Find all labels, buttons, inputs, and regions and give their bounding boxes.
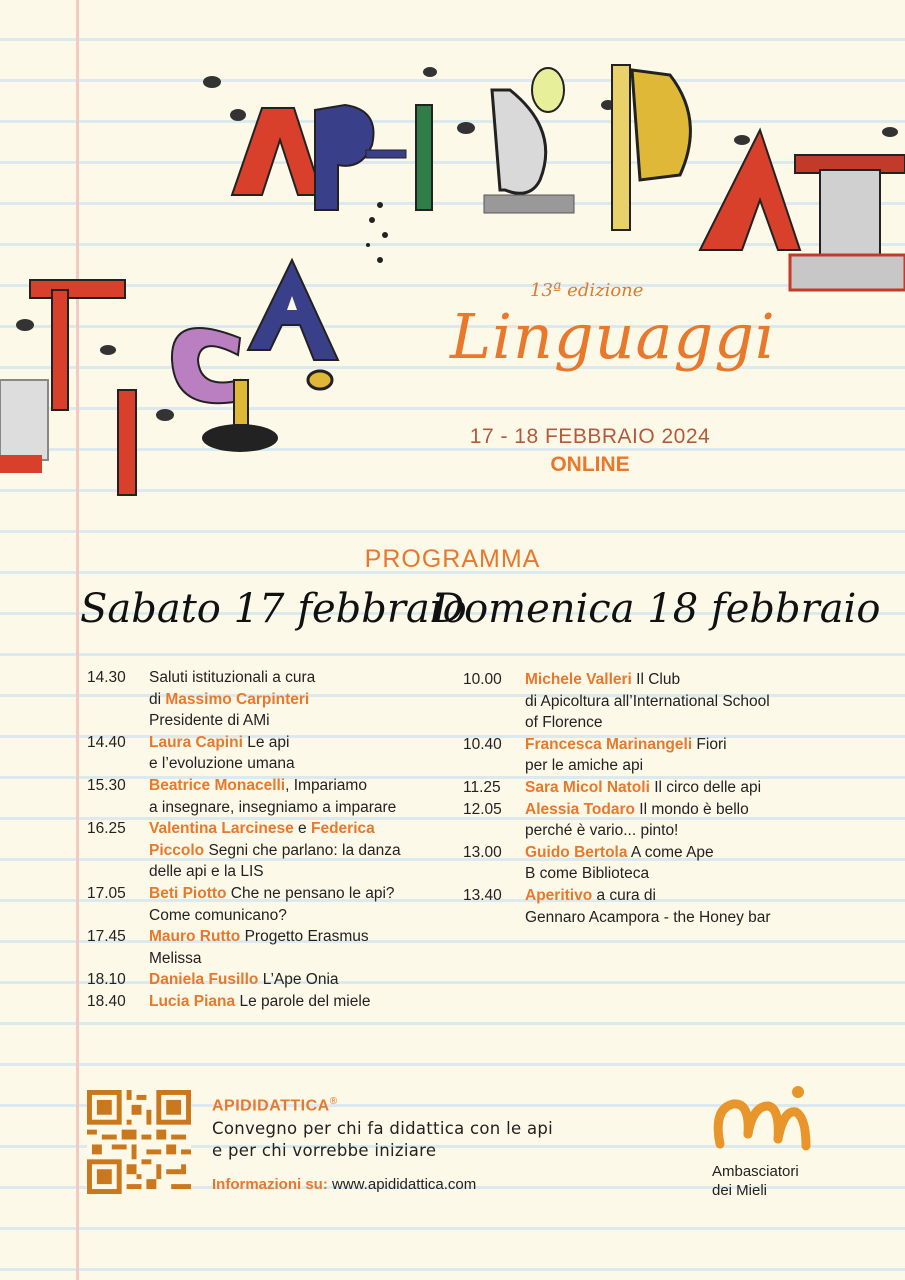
talk-text: Saluti istituzionali a cura — [149, 669, 316, 686]
schedule-description — [149, 926, 369, 969]
schedule-line — [149, 775, 396, 797]
schedule-item — [463, 885, 883, 928]
ami-logo-text — [712, 1162, 799, 1200]
schedule-item — [87, 775, 452, 818]
schedule-line — [525, 712, 770, 734]
schedule-description — [525, 669, 770, 734]
saturday-heading: Sabato 17 febbraio — [80, 586, 467, 632]
letter-d2 — [632, 70, 690, 180]
schedule-line — [525, 755, 727, 777]
candle-icon — [234, 380, 248, 425]
schedule-line — [525, 885, 771, 907]
schedule-item — [463, 842, 883, 885]
schedule-time: 14.30 — [87, 669, 126, 686]
website-link[interactable]: www.apididattica.com — [332, 1176, 477, 1193]
speaker-name: Michele Valleri — [525, 671, 632, 688]
schedule-item — [463, 734, 883, 777]
schedule-line — [149, 991, 370, 1013]
speaker-name: Alessia Todaro — [525, 800, 635, 818]
talk-text: a insegnare, insegniamo a imparare — [149, 798, 397, 816]
sunday-schedule — [463, 669, 883, 928]
schedule-time: 18.40 — [87, 992, 126, 1010]
letter-i3 — [118, 390, 136, 495]
event-dates: 17 - 18 FEBBRAIO 2024 — [469, 425, 711, 448]
talk-text: Presidente di AMi — [149, 712, 270, 730]
qr-code[interactable] — [87, 1090, 191, 1194]
schedule-line — [149, 689, 315, 711]
talk-text: Come comunicano? — [149, 906, 287, 924]
schedule-description — [149, 969, 339, 991]
schedule-line — [149, 969, 339, 991]
schedule-description — [525, 885, 771, 928]
schedule-description — [149, 667, 315, 732]
schedule-line — [149, 710, 315, 732]
talk-text: Gennaro Acampora - the Honey bar — [525, 908, 771, 926]
schedule-time: 10.40 — [463, 735, 502, 753]
sunday-heading: Domenica 18 febbraio — [432, 586, 881, 632]
schedule-item — [87, 732, 452, 775]
speaker-name: Beti Piotto — [149, 884, 227, 902]
talk-text: Progetto Erasmus — [240, 928, 369, 946]
speaker-name: Guido Bertola — [525, 843, 628, 861]
schedule-description — [525, 777, 761, 799]
talk-text: B come Biblioteca — [525, 865, 650, 883]
talk-text: Il Club — [631, 671, 681, 688]
schedule-line — [525, 842, 714, 864]
talk-text: delle api e la LIS — [149, 863, 264, 881]
schedule-line — [525, 669, 770, 691]
schedule-description — [149, 775, 396, 818]
letter-i2 — [612, 65, 630, 230]
schedule-description — [149, 991, 370, 1013]
talk-text: L’Ape Onia — [258, 971, 339, 989]
schedule-item — [463, 777, 883, 799]
schedule-time: 13.00 — [463, 843, 502, 861]
schedule-item — [87, 883, 452, 926]
schedule-line — [525, 734, 727, 756]
talk-text: Il circo delle api — [649, 778, 762, 796]
talk-text: Melissa — [149, 949, 202, 967]
speaker-name: Beatrice Monacelli — [149, 776, 286, 794]
schedule-time: 16.25 — [87, 820, 126, 838]
schedule-description — [149, 818, 401, 883]
talk-text: a cura di — [592, 886, 656, 904]
schedule-line — [525, 820, 749, 842]
schedule-time: 11.25 — [463, 778, 501, 796]
talk-text: Il mondo è bello — [634, 800, 749, 818]
info-line — [212, 1176, 476, 1193]
schedule-item — [87, 969, 452, 991]
flower-icon — [532, 68, 564, 112]
talk-text: e — [293, 820, 311, 838]
speaker-name: Lucia Piana — [149, 992, 236, 1010]
schedule-time: 10.00 — [463, 671, 502, 688]
schedule-item — [87, 991, 452, 1013]
schedule-line — [149, 840, 401, 862]
schedule-time: 15.30 — [87, 776, 126, 794]
event-mode: ONLINE — [550, 453, 630, 476]
schedule-description — [525, 842, 714, 885]
schedule-time: 18.10 — [87, 971, 126, 989]
talk-text: A come Ape — [627, 843, 714, 861]
schedule-description — [149, 883, 395, 926]
talk-text: Le api — [242, 733, 290, 751]
talk-text: Segni che parlano: la danza — [204, 841, 401, 859]
speaker-name: Aperitivo — [525, 886, 593, 904]
speaker-name: Federica — [310, 820, 375, 838]
talk-text: perché è vario... pinto! — [525, 822, 679, 840]
schedule-line — [149, 861, 401, 883]
schedule-time: 14.40 — [87, 733, 126, 751]
schedule-line — [149, 926, 369, 948]
schedule-line — [149, 667, 315, 689]
schedule-line — [149, 732, 295, 754]
schedule-line — [149, 905, 395, 927]
speaker-name: Daniela Fusillo — [149, 971, 259, 989]
schedule-line — [149, 948, 369, 970]
saturday-schedule — [87, 667, 452, 1013]
schedule-time: 13.40 — [463, 886, 502, 904]
speaker-name: Massimo Carpinteri — [165, 690, 310, 708]
schedule-time: 12.05 — [463, 800, 502, 818]
schedule-line — [149, 753, 295, 775]
talk-text: di — [149, 690, 166, 708]
schedule-description — [525, 734, 727, 777]
speaker-name: Laura Capini — [149, 733, 243, 751]
edition-label: 13ª edizione — [530, 280, 644, 301]
schedule-line — [525, 863, 714, 885]
schedule-line — [149, 797, 396, 819]
schedule-time: 17.45 — [87, 928, 126, 946]
brand-description — [212, 1118, 553, 1162]
program-heading: PROGRAMMA — [364, 545, 541, 573]
talk-text: , Impariamo — [285, 776, 367, 794]
schedule-item — [87, 926, 452, 969]
talk-text: of Florence — [525, 714, 603, 732]
letter-p — [315, 105, 373, 210]
brand-name: APIDIDATTICA® — [212, 1096, 338, 1115]
description-line-2: e per chi vorrebbe iniziare — [212, 1141, 437, 1160]
schedule-line — [525, 799, 749, 821]
schedule-description — [525, 799, 749, 842]
ami-logo-icon — [708, 1084, 823, 1159]
description-line-1: Convegno per chi fa didattica con le api — [212, 1119, 554, 1138]
speaker-name: Francesca Marinangeli — [525, 735, 693, 753]
schedule-line — [525, 777, 761, 799]
schedule-item — [87, 818, 452, 883]
logo-line-2: dei Mieli — [712, 1182, 768, 1199]
letter-t2 — [30, 280, 125, 298]
info-label: Informazioni su: — [212, 1176, 328, 1193]
schedule-line — [525, 907, 771, 929]
letter-a — [232, 108, 322, 195]
talk-text: per le amiche api — [525, 757, 644, 775]
schedule-item — [463, 669, 883, 734]
talk-text: e l’evoluzione umana — [149, 755, 295, 773]
letter-dash — [366, 150, 406, 158]
schedule-line — [525, 691, 770, 713]
schedule-item — [87, 667, 452, 732]
speaker-name: Valentina Larcinese — [149, 820, 294, 838]
schedule-time: 17.05 — [87, 884, 126, 902]
speaker-name: Piccolo — [149, 841, 205, 859]
speaker-name: Sara Micol Natoli — [525, 778, 650, 796]
speaker-name: Mauro Rutto — [149, 928, 241, 946]
letter-a2 — [700, 130, 800, 250]
talk-text: Fiori — [692, 735, 727, 753]
talk-text: Che ne pensano le api? — [226, 884, 395, 902]
letter-i1 — [416, 105, 432, 210]
theme-title: Linguaggi — [450, 300, 776, 373]
talk-text: di Apicoltura all’International School — [525, 692, 770, 710]
schedule-item — [463, 799, 883, 842]
schedule-line — [149, 883, 395, 905]
talk-text: Le parole del miele — [235, 992, 371, 1010]
schedule-line — [149, 818, 401, 840]
schedule-description — [149, 732, 295, 775]
logo-line-1: Ambasciatori — [712, 1163, 799, 1180]
